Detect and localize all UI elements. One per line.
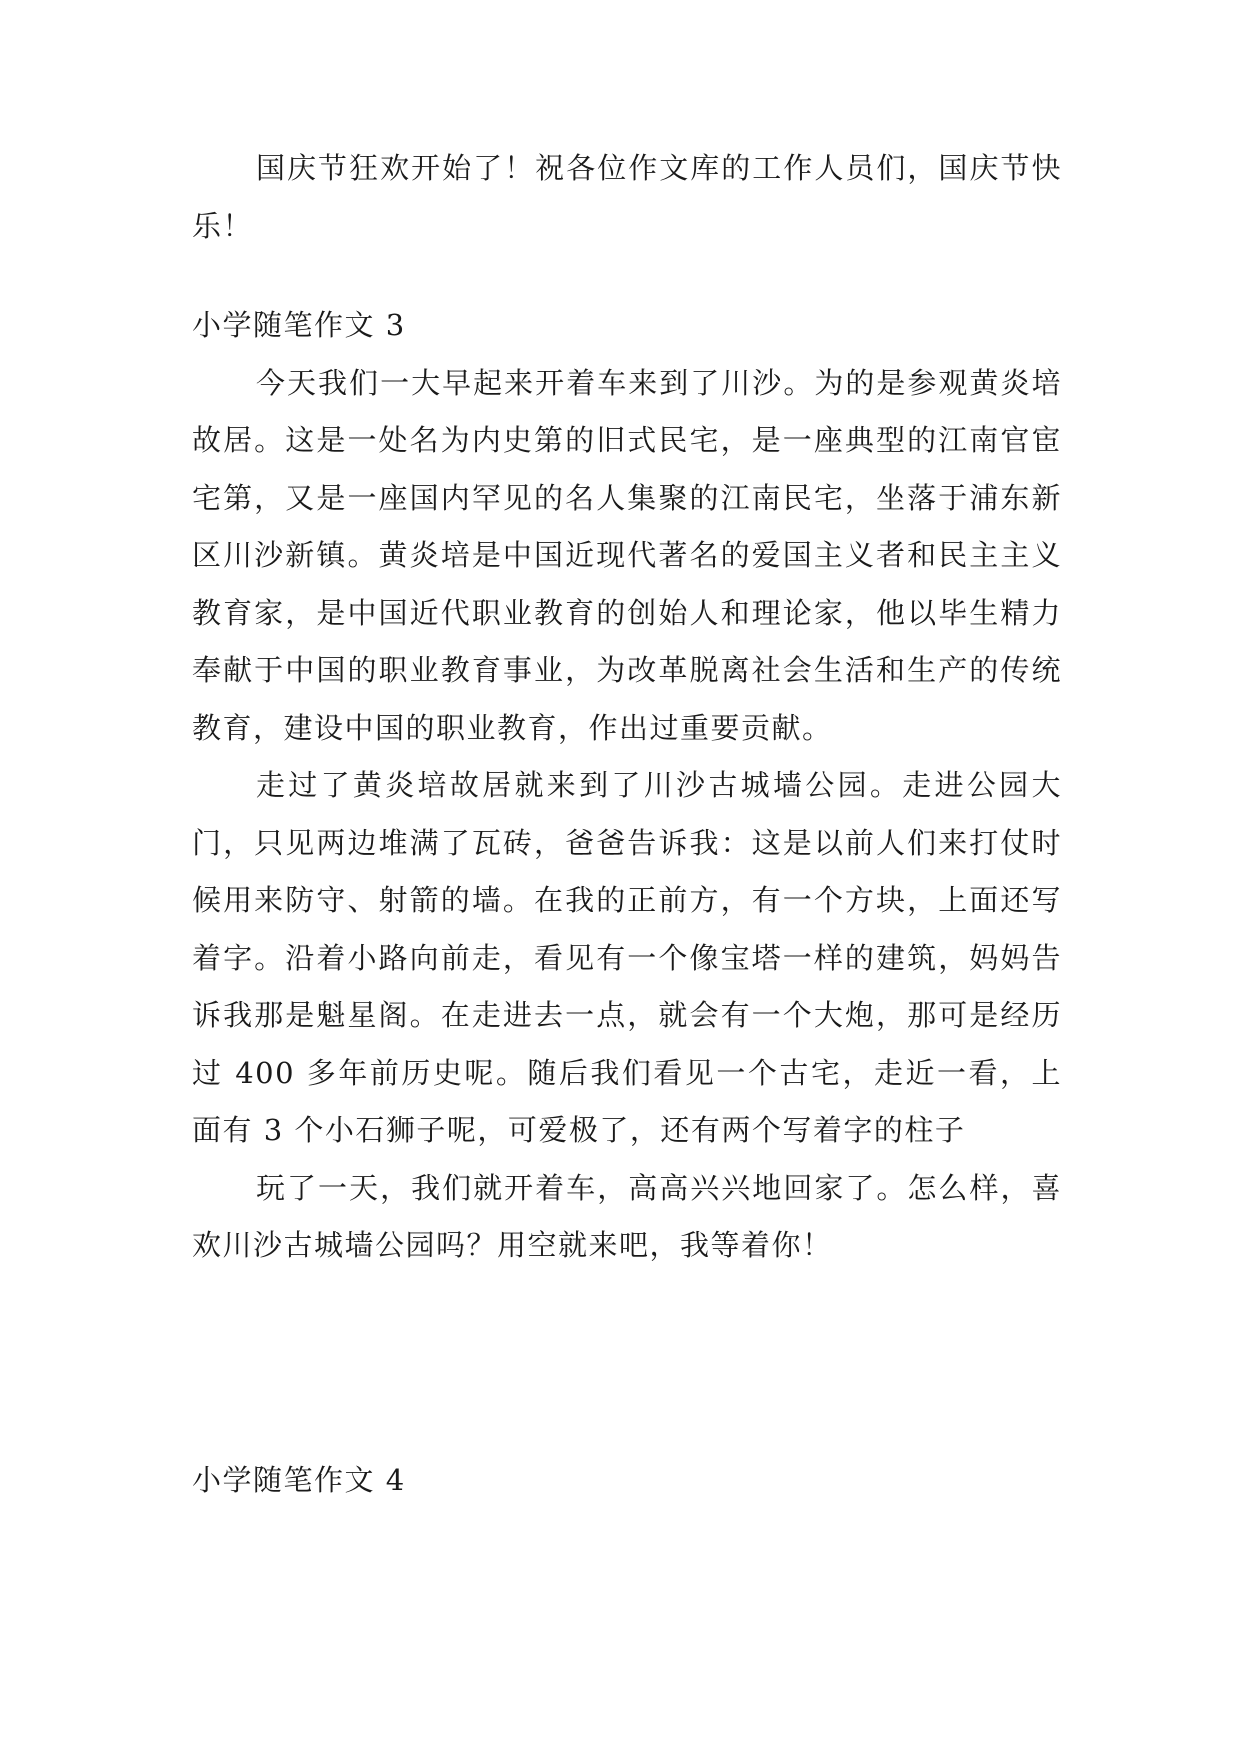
- essay-heading: 小学随笔作文 3: [192, 308, 406, 342]
- paragraph: 今天我们一大早起来开着车来到了川沙。为的是参观黄炎培故居。这是一处名为内史第的旧式民宅，是一座典型的江南官宦宅第，又是一座国内罕见的名人集聚的江南民宅，坐落于浦东新区川沙新镇。黄炎培是中国近现代著名的爱国主义者和民主主义教育家，是中国近代职业教育的创始人和理论家，他以毕生精力奉献于中国的职业教育事业，为改革脱离社会生活和生产的传统教育，建设中国的职业教育，作出过重要贡献。: [192, 365, 1062, 745]
- intro-section: [192, 140, 1062, 255]
- paragraph: 走过了黄炎培故居就来到了川沙古城墙公园。走进公园大门，只见两边堆满了瓦砖，爸爸告诉我：这是以前人们来打仗时候用来防守、射箭的墙。在我的正前方，有一个方块，上面还写着字。沿着小路向前走，看见有一个像宝塔一样的建筑，妈妈告诉我那是魁星阁。在走进去一点，就会有一个大炮，那可是经历过 400 多年前历史呢。随后我们看见一个古宅，走近一看，上面有 3 个小石狮子呢，可爱极了，还有两个写着字的柱子: [192, 768, 1062, 1147]
- essay-4-section: [192, 1452, 1062, 1510]
- paragraph: 国庆节狂欢开始了！祝各位作文库的工作人员们，国庆节快乐！: [192, 151, 1062, 243]
- essay-heading: 小学随笔作文 4: [192, 1463, 406, 1497]
- paragraph: 玩了一天，我们就开着车，高高兴兴地回家了。怎么样，喜欢川沙古城墙公园吗？用空就来吧，我等着你！: [192, 1170, 1062, 1262]
- essay-3-section: [192, 297, 1062, 1275]
